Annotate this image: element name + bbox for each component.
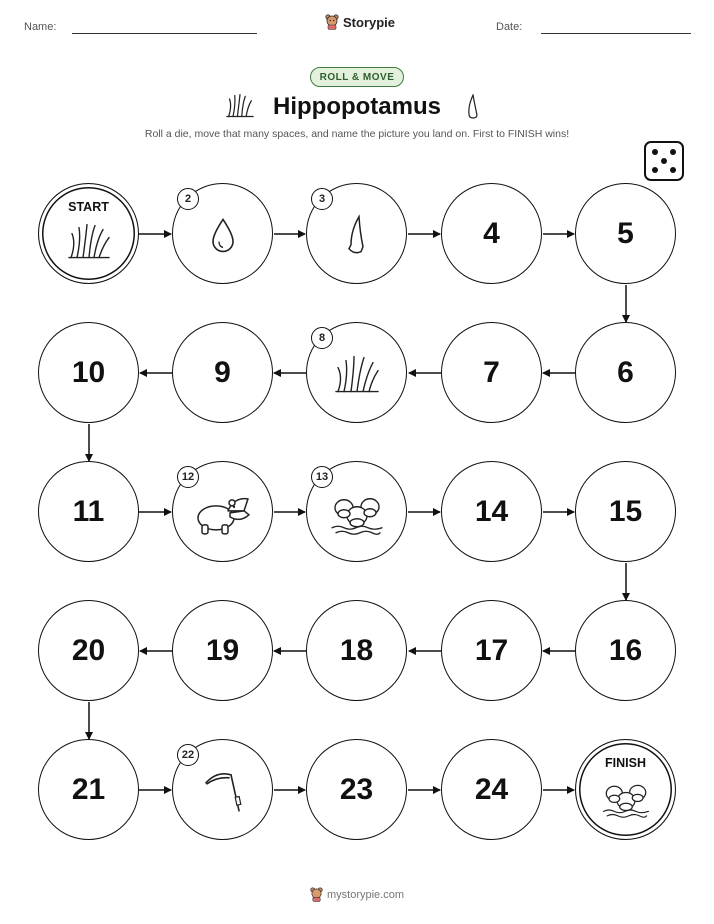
hippo-herd-icon [600,778,652,818]
board-space-6[interactable] [575,322,676,423]
space-number: 16 [608,633,643,667]
board-space-24[interactable] [441,739,542,840]
board-space-18[interactable] [306,600,407,701]
board-space-7[interactable] [441,322,542,423]
space-number: 21 [71,772,106,806]
space-number: 17 [474,633,509,667]
space-number: 19 [205,633,240,667]
board-space-4[interactable] [441,183,542,284]
space-number: 14 [474,494,509,528]
storypie-bear-icon [310,887,323,902]
space-number: 24 [474,772,509,806]
space-number: 23 [339,772,374,806]
board-space-5[interactable] [575,183,676,284]
space-number-badge: 2 [177,188,199,210]
instructions: Roll a die, move that many spaces, and name the picture you land on. First to FINISH wins! [144,128,570,140]
space-number: 5 [617,216,634,250]
start-label: START [68,200,109,214]
tusk-icon [346,214,368,256]
page-title: Hippopotamus [273,93,441,120]
space-number: 7 [483,355,500,389]
space-number: 4 [483,216,500,250]
board-space-3[interactable] [306,183,407,284]
board-space-22[interactable] [172,739,273,840]
board-space-start[interactable] [38,183,139,284]
activity-badge: ROLL & MOVE [310,67,404,87]
board-space-12[interactable] [172,461,273,562]
space-number: 20 [71,633,106,667]
board-space-19[interactable] [172,600,273,701]
footer-url[interactable]: mystorypie.com [326,888,405,901]
board-space-21[interactable] [38,739,139,840]
hippo-herd-icon [328,491,386,535]
grass-icon [67,222,111,260]
board-space-finish[interactable] [575,739,676,840]
space-number-badge: 12 [177,466,199,488]
board-space-23[interactable] [306,739,407,840]
date-label: Date: [496,21,523,33]
space-number: 9 [214,355,231,389]
board-space-8[interactable] [306,322,407,423]
space-number: 11 [72,494,105,528]
board-space-17[interactable] [441,600,542,701]
space-number-badge: 8 [311,327,333,349]
hippo-icon [194,490,252,536]
finish-label: FINISH [605,756,646,770]
space-number-badge: 22 [177,744,199,766]
water-drop-icon [210,217,236,253]
board-space-14[interactable] [441,461,542,562]
footer [0,887,714,902]
board-space-15[interactable] [575,461,676,562]
scythe-icon [203,768,243,814]
space-number-badge: 3 [311,188,333,210]
grass-icon [334,354,380,394]
space-number: 10 [71,355,106,389]
board-space-2[interactable] [172,183,273,284]
board-space-11[interactable] [38,461,139,562]
board-space-20[interactable] [38,600,139,701]
board-space-13[interactable] [306,461,407,562]
space-number: 6 [617,355,634,389]
space-number-badge: 13 [311,466,333,488]
board-space-16[interactable] [575,600,676,701]
space-number: 15 [608,494,643,528]
space-number: 18 [339,633,374,667]
board-space-10[interactable] [38,322,139,423]
brand-name: Storypie [343,14,396,30]
board-space-9[interactable] [172,322,273,423]
name-label: Name: [24,21,57,33]
